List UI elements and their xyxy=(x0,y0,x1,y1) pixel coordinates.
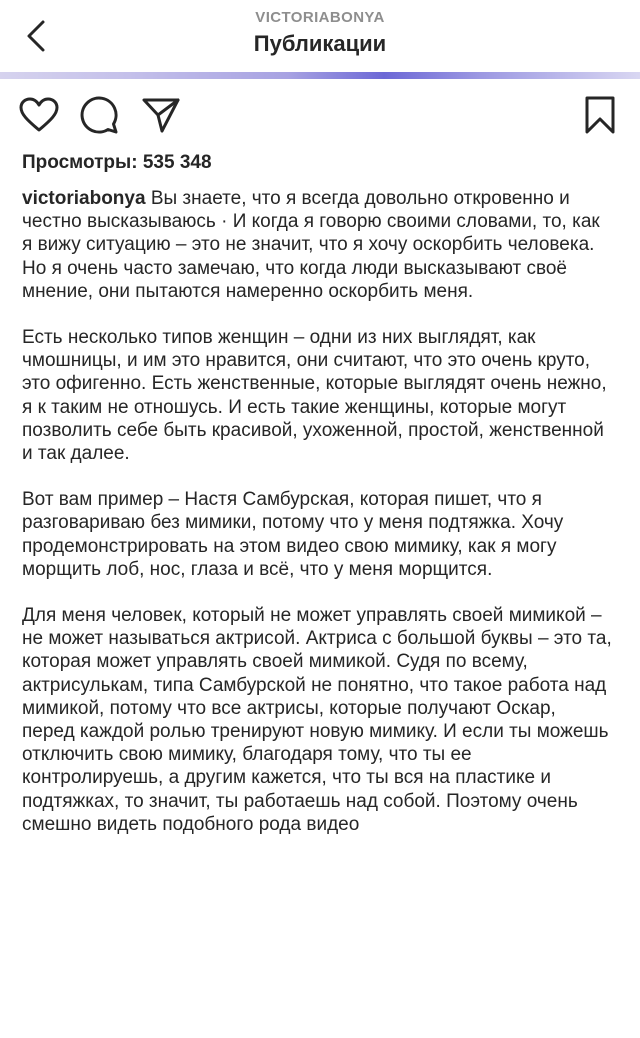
comment-icon xyxy=(79,95,119,135)
like-button[interactable] xyxy=(14,90,64,140)
post-media-preview[interactable] xyxy=(0,72,640,79)
caption-paragraph: Для меня человек, который не может управлять своей мимикой – не может называться актрисой. Актриса с большой буквы – это та, которая может управлять своей мимикой. Судя по всему, актрисулькам, типа Самбурской не понятно, что такое работа над мимикой, потому что все актрисы, которые получают Оскар, перед каждой ролью тренируют новую мимику. И если ты можешь отключить свою мимику, благодаря тому, что ты ее контролируешь, а другим кажется, что ты вся на пластике и подтяжках, то значит, ты работаешь над собой. Поэтому очень смешно видеть подобного рода видео xyxy=(22,605,612,835)
top-header xyxy=(0,0,640,72)
caption-paragraph: Вот вам пример – Настя Самбурская, которая пишет, что я разговариваю без мимики, потому что у меня подтяжка. Хочу продемонстрировать на этом видео свою мимику, как я могу морщить лоб, нос, глаза и всё, что у меня морщится. xyxy=(22,489,564,580)
post-actions-bar xyxy=(0,90,640,142)
caption-paragraph xyxy=(22,187,612,303)
page-title: Публикации xyxy=(253,31,387,56)
bookmark-icon xyxy=(584,95,616,135)
send-icon xyxy=(141,96,181,134)
comment-button[interactable] xyxy=(74,90,124,140)
save-button[interactable] xyxy=(575,90,625,140)
caption-author-link[interactable]: victoriabonya xyxy=(22,188,146,209)
caption-paragraph: Есть несколько типов женщин – одни из них выглядят, как чмошницы, и им это нравится, они считают, что это очень круто, это офигенно. Есть женственные, которые выглядят очень нежно, я к таким не отношусь. И есть такие женщины, которые могут позволить себе быть красивой, ухоженной, простой, женственной и так далее. xyxy=(22,327,607,465)
header-username: VICTORIABONYA xyxy=(255,9,385,26)
heart-icon xyxy=(19,97,59,133)
post-caption xyxy=(22,187,612,859)
views-count: Просмотры: 535 348 xyxy=(22,152,212,173)
caption-text: Вы знаете, что я всегда довольно откровенно и честно высказываюсь · И когда я говорю своими словами, то, как я вижу ситуацию – это не значит, что я хочу оскорбить человека. Но я очень часто замечаю, что когда люди высказывают своё мнение, они пытаются намеренно оскорбить меня. xyxy=(22,188,600,302)
share-button[interactable] xyxy=(136,90,186,140)
